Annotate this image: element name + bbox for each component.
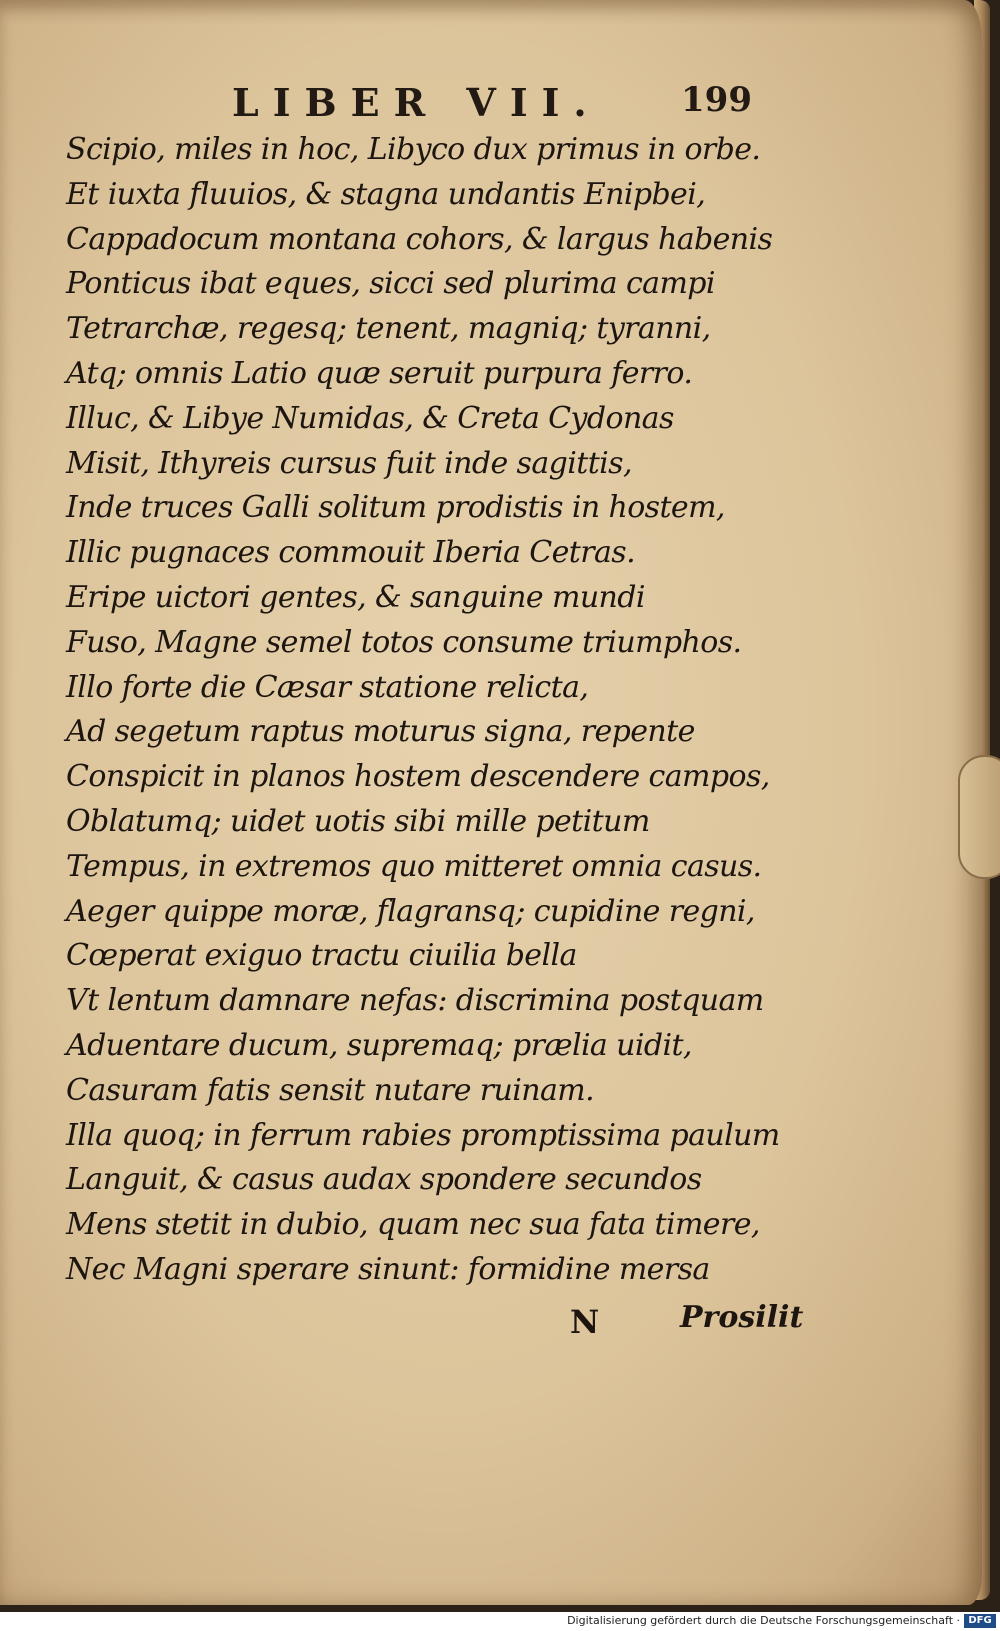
verse-line: Aduentare ducum, supremaq; prælia uidit, bbox=[66, 1027, 692, 1063]
verse-line: Cœperat exiguo tractu ciuilia bella bbox=[66, 938, 577, 974]
verse-line: Ponticus ibat eques, sicci sed plurima campi bbox=[66, 266, 715, 302]
page-number: 199 bbox=[681, 80, 752, 120]
signature-mark: N bbox=[570, 1303, 600, 1341]
verse-line: Atq; omnis Latio quæ seruit purpura ferro. bbox=[66, 355, 693, 391]
verse-line: Tempus, in extremos quo mitteret omnia casus. bbox=[66, 848, 762, 884]
verse-line: Mens stetit in dubio, quam nec sua fata timere, bbox=[66, 1207, 760, 1243]
verse-line: Illa quoq; in ferrum rabies promptissima paulum bbox=[66, 1117, 780, 1153]
verse-line: Casuram fatis sensit nutare ruinam. bbox=[66, 1072, 595, 1108]
verse-line: Inde truces Galli solitum prodistis in hostem, bbox=[66, 490, 725, 526]
verse-line: Et iuxta fluuios, & stagna undantis Enipbei, bbox=[66, 176, 706, 212]
verse-line: Conspicit in planos hostem descendere campos, bbox=[66, 759, 770, 795]
verse-line: Illo forte die Cæsar statione relicta, bbox=[66, 669, 589, 705]
verse-line: Fuso, Magne semel totos consume triumphos. bbox=[66, 624, 742, 660]
catchword: Prosilit bbox=[680, 1300, 804, 1335]
verse-line: Ad segetum raptus moturus signa, repente bbox=[66, 714, 695, 750]
verse-line: Illic pugnaces commouit Iberia Cetras. bbox=[66, 535, 636, 571]
running-head: LIBER VII. bbox=[232, 80, 601, 125]
verse-line: Nec Magni sperare sinunt: formidine mersa bbox=[66, 1251, 710, 1287]
dfg-logo: DFG bbox=[964, 1614, 996, 1628]
footer-credit: Digitalisierung gefördert durch die Deutsche Forschungsgemeinschaft · bbox=[567, 1614, 960, 1627]
verse-line: Oblatumq; uidet uotis sibi mille petitum bbox=[66, 803, 650, 839]
verse-line: Aeger quippe moræ, flagransq; cupidine regni, bbox=[66, 893, 755, 929]
verse-line: Misit, Ithyreis cursus fuit inde sagittis, bbox=[66, 445, 632, 481]
verse-line: Languit, & casus audax spondere secundos bbox=[66, 1162, 702, 1198]
digitization-footer bbox=[0, 1612, 1000, 1631]
verse-line: Vt lentum damnare nefas: discrimina postquam bbox=[66, 983, 764, 1019]
verse-line: Eripe uictori gentes, & sanguine mundi bbox=[66, 579, 645, 615]
page-tab-marker bbox=[958, 755, 1000, 879]
verse-line: Illuc, & Libye Numidas, & Creta Cydonas bbox=[66, 400, 674, 436]
verse-text bbox=[66, 128, 780, 1293]
page-header bbox=[232, 80, 752, 130]
verse-line: Cappadocum montana cohors, & largus habenis bbox=[66, 221, 773, 257]
verse-line: Tetrarchæ, regesq; tenent, magniq; tyranni, bbox=[66, 311, 711, 347]
verse-line: Scipio, miles in hoc, Libyco dux primus in orbe. bbox=[66, 132, 761, 167]
